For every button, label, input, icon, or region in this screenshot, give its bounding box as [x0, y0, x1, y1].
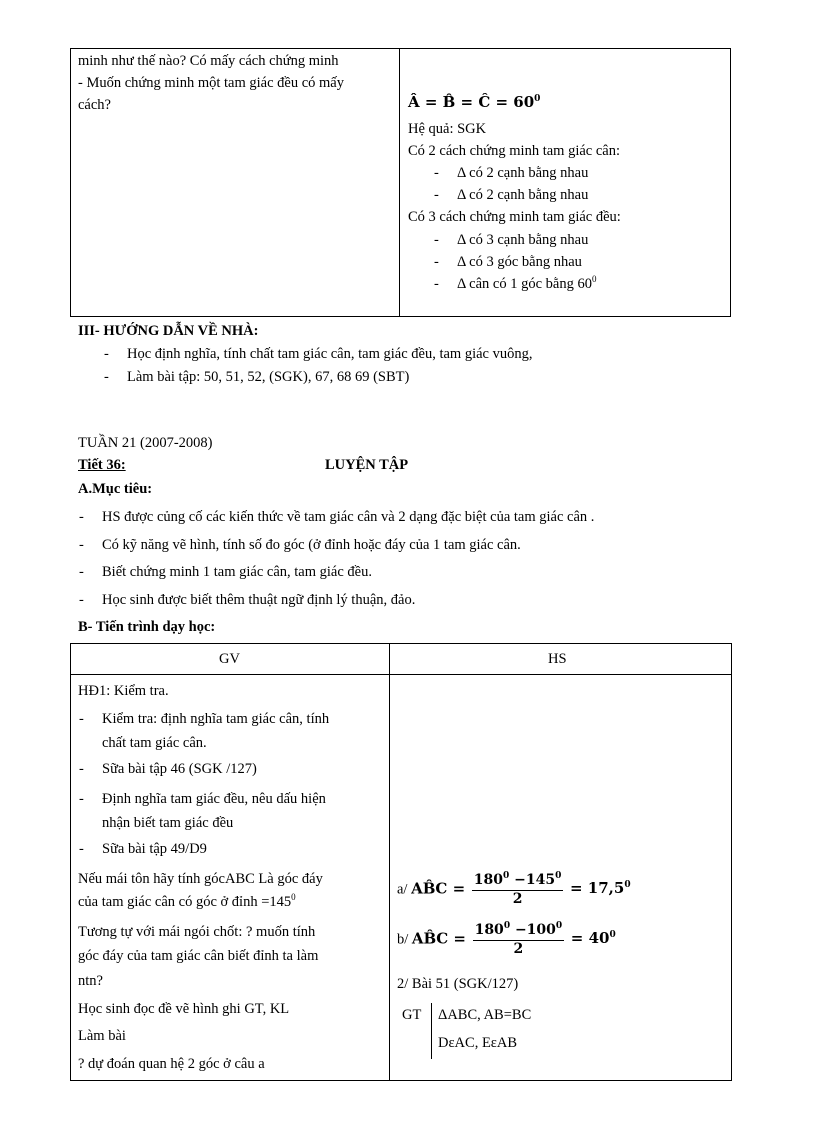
list-dash: -	[104, 369, 109, 385]
table-border	[70, 674, 732, 675]
gv-item: Kiểm tra: định nghĩa tam giác cân, tính	[102, 711, 330, 727]
list-item: Δ có 3 góc bằng nhau	[457, 254, 582, 270]
gt-label: GT	[402, 1007, 422, 1023]
gv-item: Sữa bài tập 46 (SGK /127)	[102, 761, 257, 777]
objectives-heading: A.Mục tiêu:	[78, 481, 153, 497]
objective-item: Biết chứng minh 1 tam giác cân, tam giác đều.	[102, 564, 372, 580]
gt-line: DεAC, EεAB	[438, 1035, 518, 1051]
table-border	[70, 643, 732, 644]
gv-item: Sữa bài tập 49/D9	[102, 841, 207, 857]
gv-text: Nếu mái tôn hãy tính gócABC Là góc đáy	[78, 871, 323, 887]
table-border	[399, 48, 400, 317]
gv-text: Học sinh đọc đề vẽ hình ghi GT, KL	[78, 1001, 290, 1017]
gt-line: ΔABC, AB=BC	[438, 1007, 532, 1023]
process-heading: B- Tiến trình dạy học:	[78, 619, 216, 635]
gv-text: Tương tự với mái ngói chốt: ? muốn tính	[78, 924, 316, 940]
list-dash: -	[434, 276, 439, 292]
table-border	[70, 48, 731, 49]
list-dash: -	[79, 537, 84, 553]
solution-b: b/ AB̂C = $\frac{180^0 -100^0}{2}$ = $40^0$	[397, 921, 616, 957]
list-item: Δ cân có 1 góc bằng $60^0$	[457, 274, 597, 292]
period-label: Tiết 36:	[78, 457, 126, 473]
list-dash: -	[79, 509, 84, 525]
corollary-text: Hệ quả: SGK	[408, 121, 487, 137]
question-text: cách?	[78, 97, 111, 113]
table-border	[70, 48, 71, 317]
gv-text: ? dự đoán quan hệ 2 góc ở câu a	[78, 1056, 265, 1072]
column-header-gv: GV	[219, 651, 240, 667]
gv-item: Định nghĩa tam giác đều, nêu dấu hiện	[102, 791, 326, 807]
list-dash: -	[79, 564, 84, 580]
list-dash: -	[434, 165, 439, 181]
list-item: Δ có 2 cạnh bằng nhau	[457, 165, 589, 181]
column-header-hs: HS	[548, 651, 567, 667]
isosceles-intro: Có 2 cách chứng minh tam giác cân:	[408, 143, 620, 159]
list-dash: -	[79, 761, 84, 777]
angles-equation: Â = B̂ = Ĉ = $60^0$	[408, 93, 541, 111]
objective-item: Có kỹ năng vẽ hình, tính số đo góc (ở đỉnh hoặc đáy của 1 tam giác cân.	[102, 537, 521, 553]
gv-text: ntn?	[78, 973, 103, 989]
table-border	[70, 1080, 732, 1081]
objective-item: Học sinh được biết thêm thuật ngữ định lý thuận, đảo.	[102, 592, 416, 608]
list-dash: -	[434, 187, 439, 203]
gv-item: nhận biết tam giác đều	[102, 815, 234, 831]
exercise-51-heading: 2/ Bài 51 (SGK/127)	[397, 976, 519, 992]
gv-text: của tam giác cân có góc ở đỉnh $=145^0$	[78, 892, 296, 910]
list-dash: -	[79, 711, 84, 727]
list-item: Δ có 2 cạnh bằng nhau	[457, 187, 589, 203]
gv-text: Làm bài	[78, 1028, 126, 1044]
solution-a: a/ AB̂C = $\frac{180^0 -145^0}{2}$ = $17,5^0$	[397, 871, 631, 907]
gt-divider	[431, 1003, 432, 1059]
table-border	[731, 643, 732, 1081]
week-label: TUẦN 21 (2007-2008)	[78, 435, 213, 451]
question-text: - Muốn chứng minh một tam giác đều có mấy	[78, 75, 344, 91]
gv-text: góc đáy của tam giác cân biết đỉnh ta làm	[78, 948, 319, 964]
table-border	[70, 643, 71, 1081]
table-border	[730, 48, 731, 317]
list-item: Δ có 3 cạnh bằng nhau	[457, 232, 589, 248]
homework-item: Học định nghĩa, tính chất tam giác cân, tam giác đều, tam giác vuông,	[127, 346, 533, 362]
gv-item: chất tam giác cân.	[102, 735, 207, 751]
table-border	[389, 643, 390, 1081]
activity-heading: HĐ1: Kiểm tra.	[78, 683, 169, 699]
list-dash: -	[79, 841, 84, 857]
list-dash: -	[434, 254, 439, 270]
equilateral-intro: Có 3 cách chứng minh tam giác đều:	[408, 209, 621, 225]
list-dash: -	[79, 791, 84, 807]
lesson-title: LUYỆN TẬP	[325, 457, 409, 473]
objective-item: HS được củng cố các kiến thức về tam giác cân và 2 dạng đặc biệt của tam giác cân .	[102, 509, 595, 525]
list-dash: -	[104, 346, 109, 362]
homework-heading: III- HƯỚNG DẪN VỀ NHÀ:	[78, 323, 259, 339]
list-dash: -	[79, 592, 84, 608]
homework-item: Làm bài tập: 50, 51, 52, (SGK), 67, 68 69 (SBT)	[127, 369, 410, 385]
question-text: minh như thế nào? Có mấy cách chứng minh	[78, 53, 339, 69]
table-border	[70, 316, 731, 317]
list-dash: -	[434, 232, 439, 248]
